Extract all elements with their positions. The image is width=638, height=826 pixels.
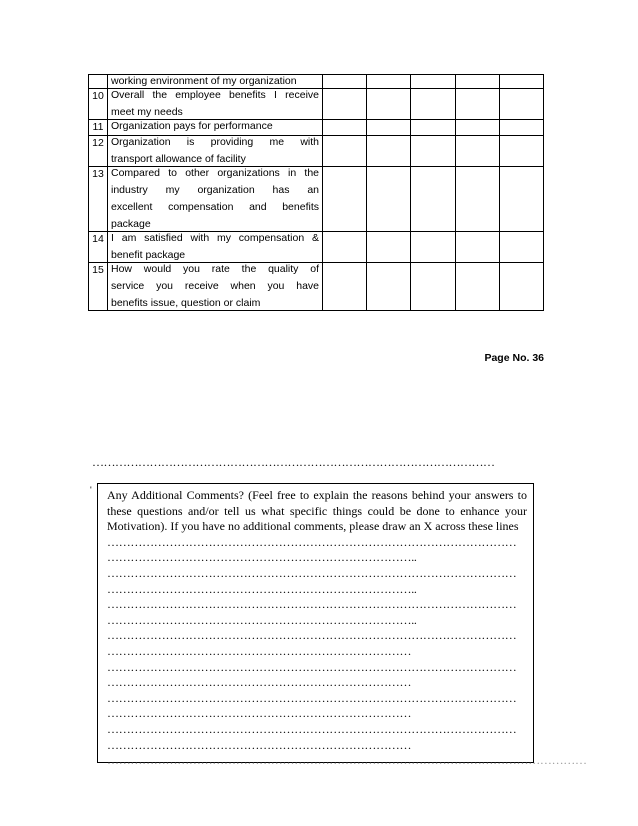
row-number: 14: [89, 232, 108, 263]
comments-prompt: Any Additional Comments? (Feel free to explain the reasons behind your answers to these questions and/or tell us what specific things could be done to enhance your Motivation). If you have no additional comments, please draw an X across these lines: [107, 488, 527, 534]
statement-line: meet my needs: [111, 106, 183, 118]
comment-line[interactable]: ……………………………………………………………………………………………: [107, 721, 517, 736]
comment-line[interactable]: ……………………………………………………………………………………………: [107, 534, 517, 549]
rating-cell[interactable]: [323, 89, 367, 120]
row-number: 12: [89, 136, 108, 167]
tick-mark: ': [90, 485, 92, 495]
rating-cell[interactable]: [367, 263, 411, 311]
comment-line[interactable]: ……………………………………………………………………: [107, 706, 412, 721]
rating-cell[interactable]: [499, 232, 543, 263]
statement-line: excellent compensation and benefits: [111, 201, 319, 213]
rating-cell[interactable]: [323, 232, 367, 263]
comment-line[interactable]: ……………………………………………………………………………………………: [107, 690, 517, 705]
table-row: [89, 89, 544, 120]
row-number: 13: [89, 167, 108, 232]
table-row: [89, 232, 544, 263]
table-row: [89, 120, 544, 136]
comment-line[interactable]: ……………………………………………………………………..: [107, 581, 417, 596]
statement-line: Organization is providing me with: [111, 136, 319, 148]
row-number: 11: [89, 120, 108, 136]
row-number: 10: [89, 89, 108, 120]
row-number: [89, 75, 108, 89]
rating-cell[interactable]: [367, 136, 411, 167]
rating-cell[interactable]: [455, 136, 499, 167]
rating-cell[interactable]: [499, 167, 543, 232]
row-number: 15: [89, 263, 108, 311]
statement-line: I am satisfied with my compensation &: [111, 232, 319, 244]
statement-line: benefits issue, question or claim: [111, 297, 261, 309]
rating-cell[interactable]: [367, 232, 411, 263]
rating-cell[interactable]: [455, 120, 499, 136]
row-statement: [108, 75, 323, 89]
statement-line: Organization pays for performance: [111, 120, 273, 132]
statement-line: package: [111, 218, 151, 230]
table-row: [89, 75, 544, 89]
comment-line[interactable]: ……………………………………………………………………………………………: [107, 565, 517, 580]
row-statement: [108, 167, 323, 232]
comment-line[interactable]: ……………………………………………………………………..: [107, 550, 417, 565]
comment-line[interactable]: ……………………………………………………………………: [107, 643, 412, 658]
rating-cell[interactable]: [455, 89, 499, 120]
rating-cell[interactable]: [323, 75, 367, 89]
rating-cell[interactable]: [455, 167, 499, 232]
comment-line[interactable]: ……………………………………………………………………: [107, 675, 412, 690]
comment-line[interactable]: ……………………………………………………………………………………………: [107, 597, 517, 612]
row-statement: [108, 263, 323, 311]
rating-cell[interactable]: [367, 167, 411, 232]
rating-cell[interactable]: [367, 89, 411, 120]
rating-cell[interactable]: [499, 75, 543, 89]
statement-line: How would you rate the quality of: [111, 263, 319, 275]
statement-line: transport allowance of facility: [111, 153, 246, 165]
comment-line[interactable]: ……………………………………………………………………: [107, 737, 412, 752]
rating-cell[interactable]: [411, 232, 455, 263]
rating-cell[interactable]: [323, 120, 367, 136]
rating-cell[interactable]: [499, 120, 543, 136]
survey-table: [88, 74, 544, 311]
statement-line: Compared to other organizations in the: [111, 167, 319, 179]
statement-line: service you receive when you have: [111, 280, 319, 292]
rating-cell[interactable]: [323, 167, 367, 232]
comments-textbox[interactable]: [97, 483, 587, 768]
comment-line[interactable]: ……………………………………………………………………..: [107, 612, 417, 627]
statement-line: industry my organization has an: [111, 184, 319, 196]
comment-line[interactable]: ……………………………………………………………………………………………: [107, 659, 517, 674]
rating-cell[interactable]: [367, 75, 411, 89]
page-number: Page No. 36: [484, 352, 544, 364]
table-row: [89, 167, 544, 232]
rating-cell[interactable]: [411, 167, 455, 232]
comment-line[interactable]: ……………………………………………………………………………………………: [107, 628, 517, 643]
rating-cell[interactable]: [411, 136, 455, 167]
rating-cell[interactable]: [411, 120, 455, 136]
rating-cell[interactable]: [499, 136, 543, 167]
statement-line: benefit package: [111, 249, 186, 261]
rating-cell[interactable]: [455, 75, 499, 89]
rating-cell[interactable]: [455, 232, 499, 263]
rating-cell[interactable]: [411, 75, 455, 89]
separator-dotted-line: ……………………………………………………………………………………………: [92, 455, 495, 469]
row-statement: [108, 120, 323, 136]
table-row: [89, 136, 544, 167]
comment-line-faint[interactable]: ……………………………………………………………………………………………………………: [107, 753, 587, 768]
rating-cell[interactable]: [455, 263, 499, 311]
rating-cell[interactable]: [499, 263, 543, 311]
statement-line: Overall the employee benefits I receive: [111, 89, 319, 101]
row-statement: [108, 89, 323, 120]
statement-line: working environment of my organization: [111, 75, 297, 87]
rating-cell[interactable]: [367, 120, 411, 136]
rating-cell[interactable]: [411, 263, 455, 311]
row-statement: [108, 136, 323, 167]
rating-cell[interactable]: [323, 136, 367, 167]
row-statement: [108, 232, 323, 263]
rating-cell[interactable]: [323, 263, 367, 311]
rating-cell[interactable]: [411, 89, 455, 120]
table-row: [89, 263, 544, 311]
rating-cell[interactable]: [499, 89, 543, 120]
